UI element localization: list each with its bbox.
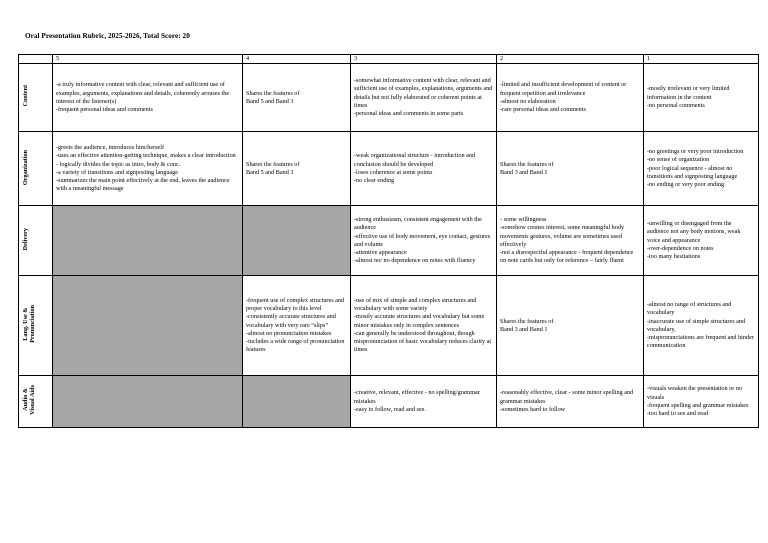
cell-organization-band-2: Shares the features of Band 3 and Band 1 <box>497 132 644 206</box>
row-label-content <box>19 64 53 132</box>
cell-audio-visual-band-5 <box>53 376 243 428</box>
cell-content-band-1: -mostly irrelevant or very limited information in the content -no personal comments <box>644 64 759 132</box>
row-label-organization <box>19 132 53 206</box>
header-cell-band-4: 4 <box>243 55 351 64</box>
row-content <box>19 64 759 132</box>
cell-content-band-3: -somewhat informative content with clear, relevant and sufficient use of examples, explanations, arguments and details but not fully elaborated or coherent points at times -personal ideas and comments in some parts <box>351 64 497 132</box>
header-cell-band-2: 2 <box>497 55 644 64</box>
row-organization <box>19 132 759 206</box>
cell-delivery-band-1: -unwilling or disengaged from the audience not any body motions, weak voice and appearance -over-dependence on notes -too many hesitations <box>644 206 759 276</box>
row-audio-visual <box>19 376 759 428</box>
header-cell-band-5: 5 <box>53 55 243 64</box>
cell-language-band-4: -frequent use of complex structures and proper vocabulary to this level -consistently accurate structures and vocabulary with very rare “slips” -almost no pronunciation mistakes -includes a wide range of pronunciation features <box>243 276 351 376</box>
row-label-language-use <box>19 276 53 376</box>
header-row <box>19 55 759 64</box>
cell-language-band-3: -use of mix of simple and complex structures and vocabulary with some variety -mostly accurate structures and vocabulary but some minor mistakes only in complex sentences -can generally be understood throughout, though mispronunciation of basic vocabulary reduces clarity at times <box>351 276 497 376</box>
cell-language-band-5 <box>53 276 243 376</box>
row-label-text: Lang. Use & Pronunciation <box>22 305 37 343</box>
cell-delivery-band-3: -strong enthusiasm, consistent engagement with the audience -effective use of body movement, eye contact, gestures and volume -attentive appearance -almost no/ no dependence on notes with fluency <box>351 206 497 276</box>
cell-organization-band-1: -no greetings or very poor introduction -no sense of organization -poor logical sequence - almost no transitions and signposting language -no ending or very poor ending <box>644 132 759 206</box>
row-label-delivery <box>19 206 53 276</box>
cell-content-band-4: Shares the features of Band 5 and Band 3 <box>243 64 351 132</box>
row-delivery <box>19 206 759 276</box>
row-label-text: Organization <box>22 149 29 185</box>
cell-delivery-band-4 <box>243 206 351 276</box>
header-cell-band-1: 1 <box>644 55 759 64</box>
row-label-text: Content <box>22 85 29 107</box>
cell-delivery-band-5 <box>53 206 243 276</box>
row-language-use <box>19 276 759 376</box>
cell-content-band-2: -limited and insufficient development of content or frequent repetition and irrelevance -almost no elaboration -rare personal ideas and comments <box>497 64 644 132</box>
header-cell-label <box>19 55 53 64</box>
cell-language-band-2: Shares the features of Band 3 and Band 1 <box>497 276 644 376</box>
rubric-table <box>18 54 759 428</box>
cell-audio-visual-band-4 <box>243 376 351 428</box>
cell-organization-band-3: -weak organizational structure - introduction and conclusion should be developed -loses coherence at some points -no clear ending <box>351 132 497 206</box>
row-label-text: Delivery <box>22 227 29 251</box>
cell-organization-band-5: -greets the audience, introduces him/herself -uses an effective attention-getting technique, makes a clear introduction - logically divides the topic as intro, body & conc. -a variety of transitions and signposting language -summarizes the main point effectively at the end, leaves the audience with a meaningful message <box>53 132 243 206</box>
page-title: Oral Presentation Rubric, 2025-2026, Total Score: 20 <box>25 32 190 40</box>
row-label-text: Audio & Visual Aids <box>22 385 37 415</box>
cell-audio-visual-band-3: -creative, relevant, effective - no spelling/grammar mistakes -easy to follow, read and see. <box>351 376 497 428</box>
header-cell-band-3: 3 <box>351 55 497 64</box>
cell-delivery-band-2: - some willingness -somehow creates interest, some meaningful body movements gestures, volume are sometimes used effectively -not a disrespectful appearance - frequent dependence on note cards but only for reference – fairly fluent <box>497 206 644 276</box>
row-label-audio-visual <box>19 376 53 428</box>
cell-audio-visual-band-1: -visuals weaken the presentation or no visuals -frequent spelling and grammar mistakes -too hard to see and read <box>644 376 759 428</box>
cell-content-band-5: -a truly informative content with clear, relevant and sufficient use of examples, arguments, explanations and details, coherently arouses the interest of the listener(s) -frequent personal ideas and comments <box>53 64 243 132</box>
cell-language-band-1: -almost no range of structures and vocabulary -inaccurate use of simple structures and vocabulary, -mispronunciations are frequent and hinder communication <box>644 276 759 376</box>
cell-organization-band-4: Shares the features of Band 5 and Band 3 <box>243 132 351 206</box>
cell-audio-visual-band-2: -reasonably effective, clear - some minor spelling and grammar mistakes -sometimes hard to follow <box>497 376 644 428</box>
